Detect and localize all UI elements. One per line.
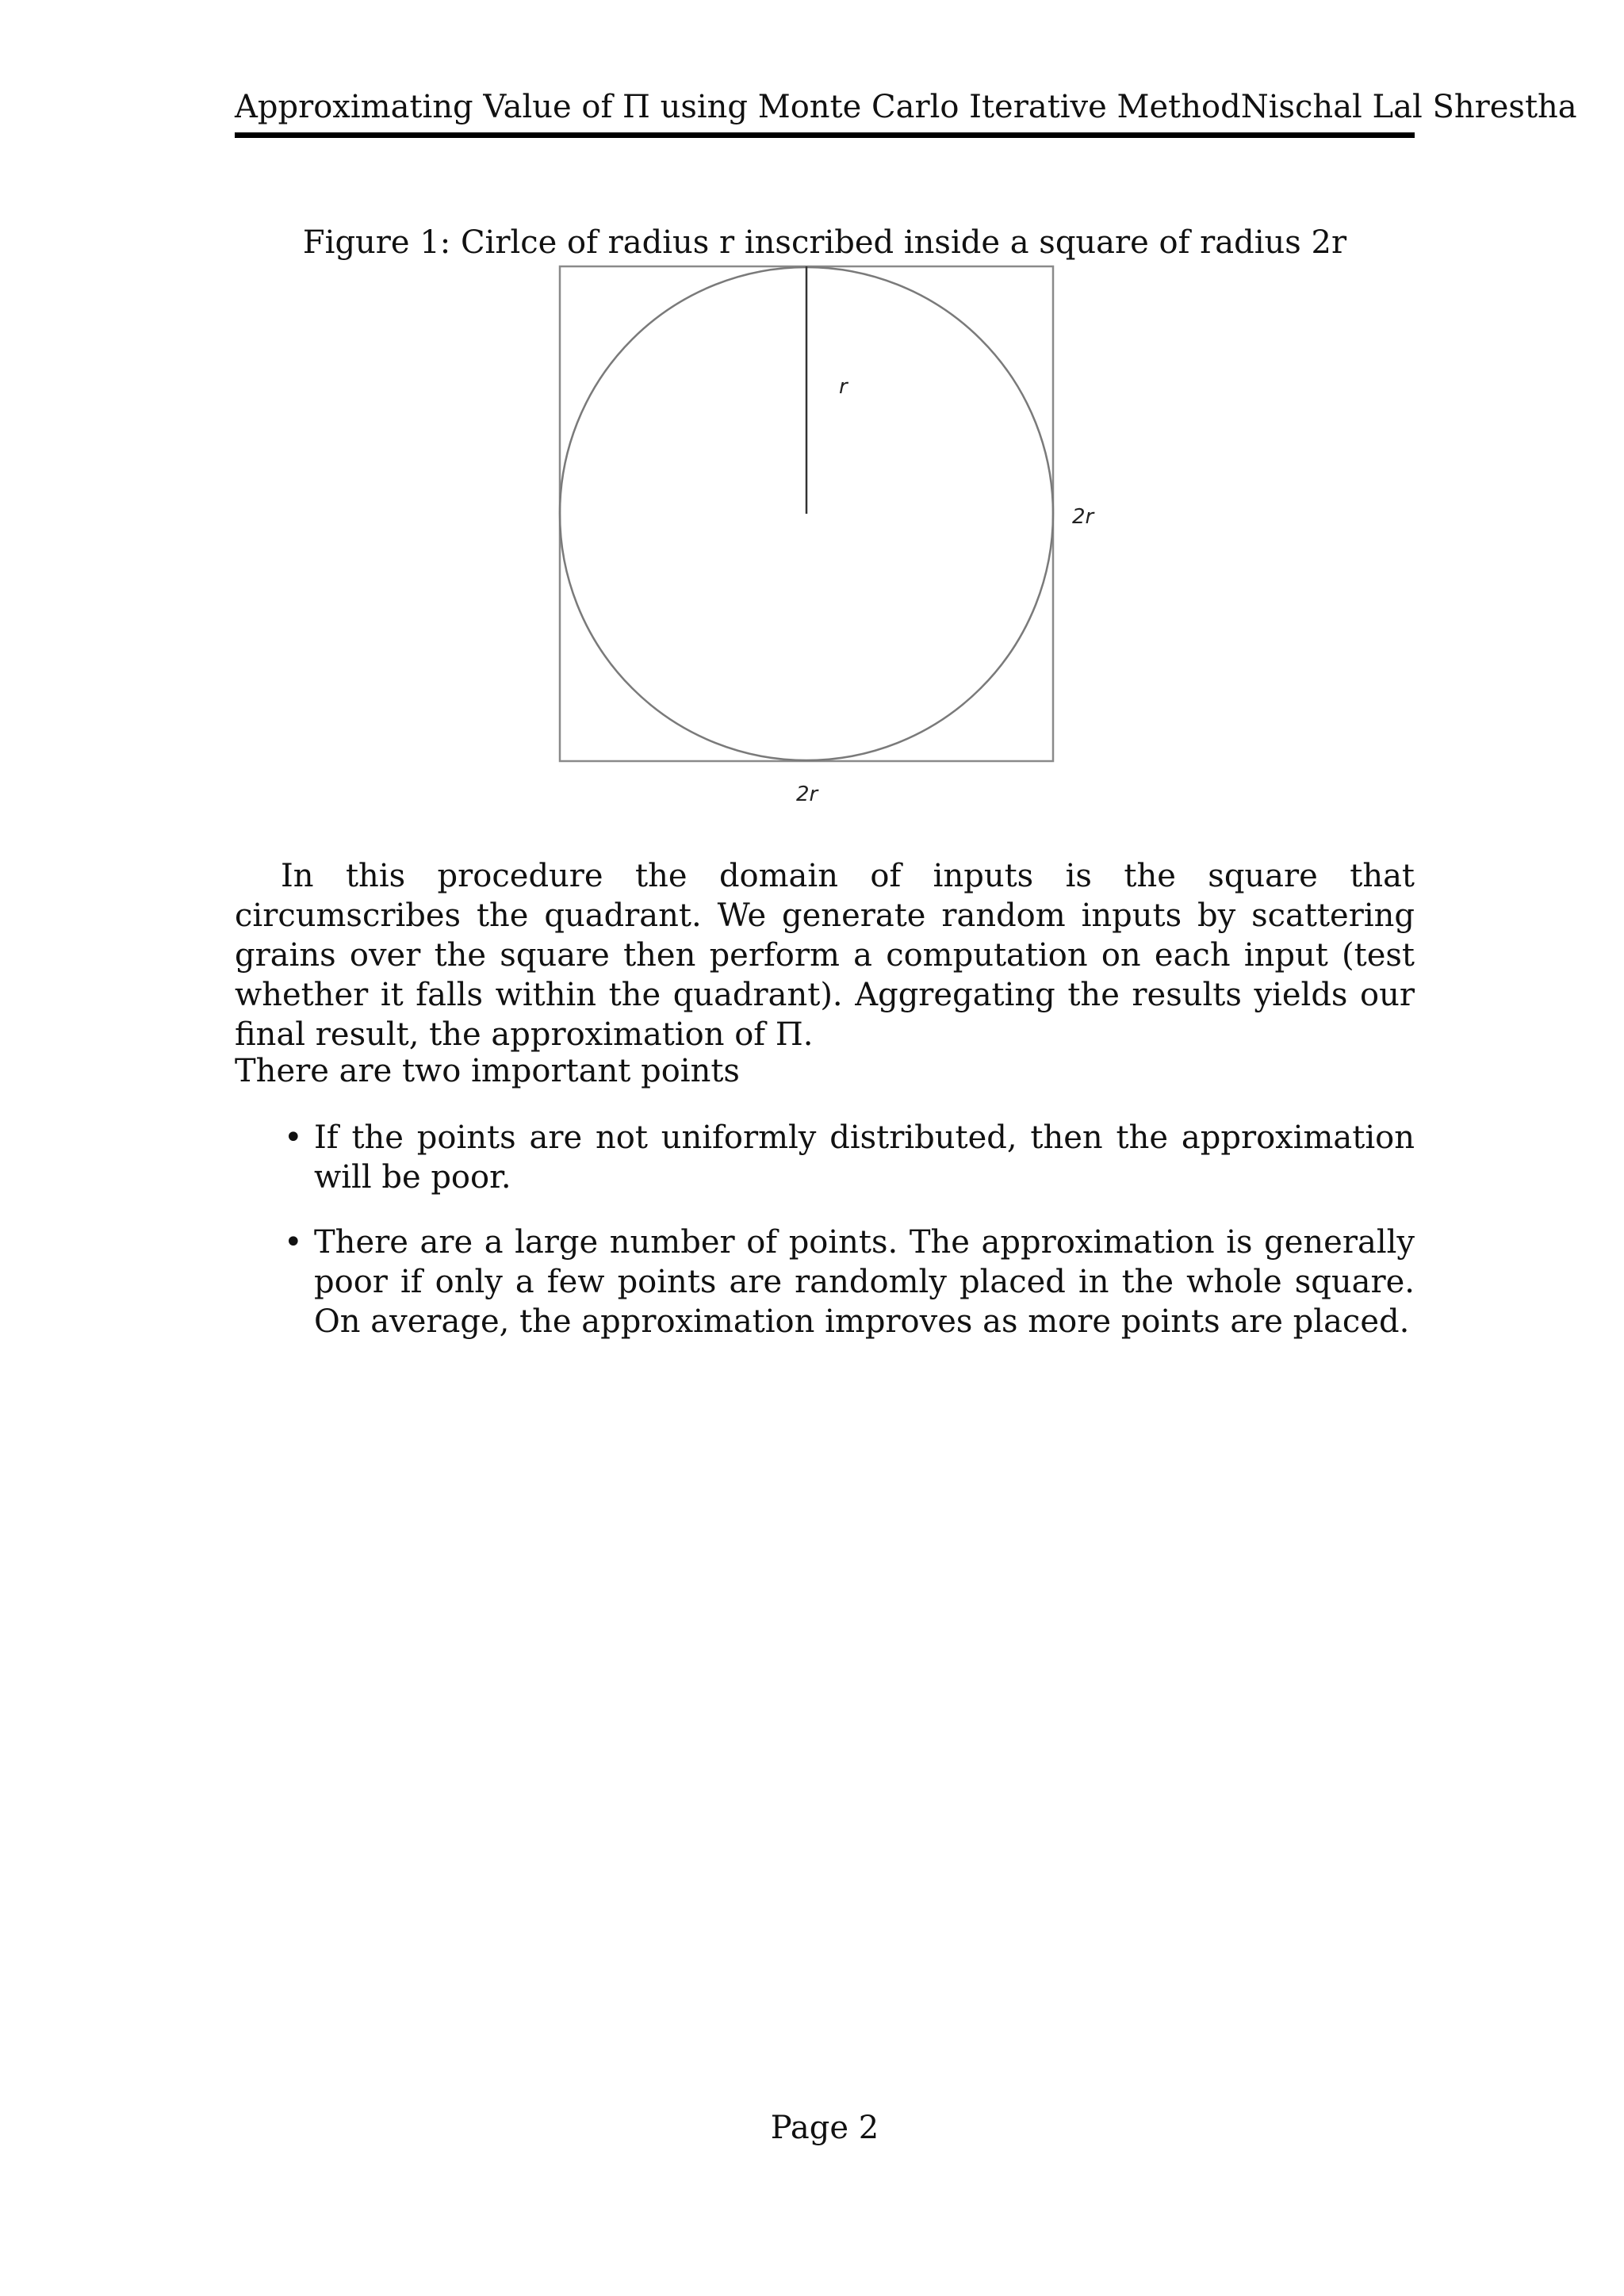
page-number: Page 2	[770, 2110, 879, 2146]
bullet-list	[235, 1118, 1415, 1367]
header-author: Nischal Lal Shrestha	[1240, 89, 1577, 125]
bottom-side-label: 2r	[796, 783, 818, 806]
figure-caption: Figure 1: Cirlce of radius r inscribed inside a square of radius 2r	[302, 224, 1347, 261]
paragraph-procedure: In this procedure the domain of inputs is the square that circumscribes the quadrant. We generate random inputs by scattering grains over the square then perform a computation on each input (test whether it falls within the quadrant). Aggregating the results yields our final result, the approximation of Π.	[235, 858, 1415, 1053]
bullet-text: There are a large number of points. The approximation is generally poor if only a few points are randomly placed in the whole square. On average, the approximation improves as more points are placed.	[314, 1224, 1415, 1340]
list-item	[235, 1223, 1415, 1341]
bullet-icon: •	[284, 1119, 303, 1156]
figure-circle-in-square	[547, 262, 1118, 817]
bullet-icon: •	[284, 1224, 303, 1261]
right-side-label: 2r	[1072, 505, 1094, 529]
list-item	[235, 1118, 1415, 1197]
running-header	[235, 89, 1577, 138]
bullet-text: If the points are not uniformly distributed, then the approximation will be poor.	[314, 1119, 1415, 1196]
radius-label: r	[839, 375, 848, 399]
paragraph-points-intro: There are two important points	[235, 1053, 740, 1089]
header-title: Approximating Value of Π using Monte Carlo Iterative Method	[235, 89, 1241, 125]
